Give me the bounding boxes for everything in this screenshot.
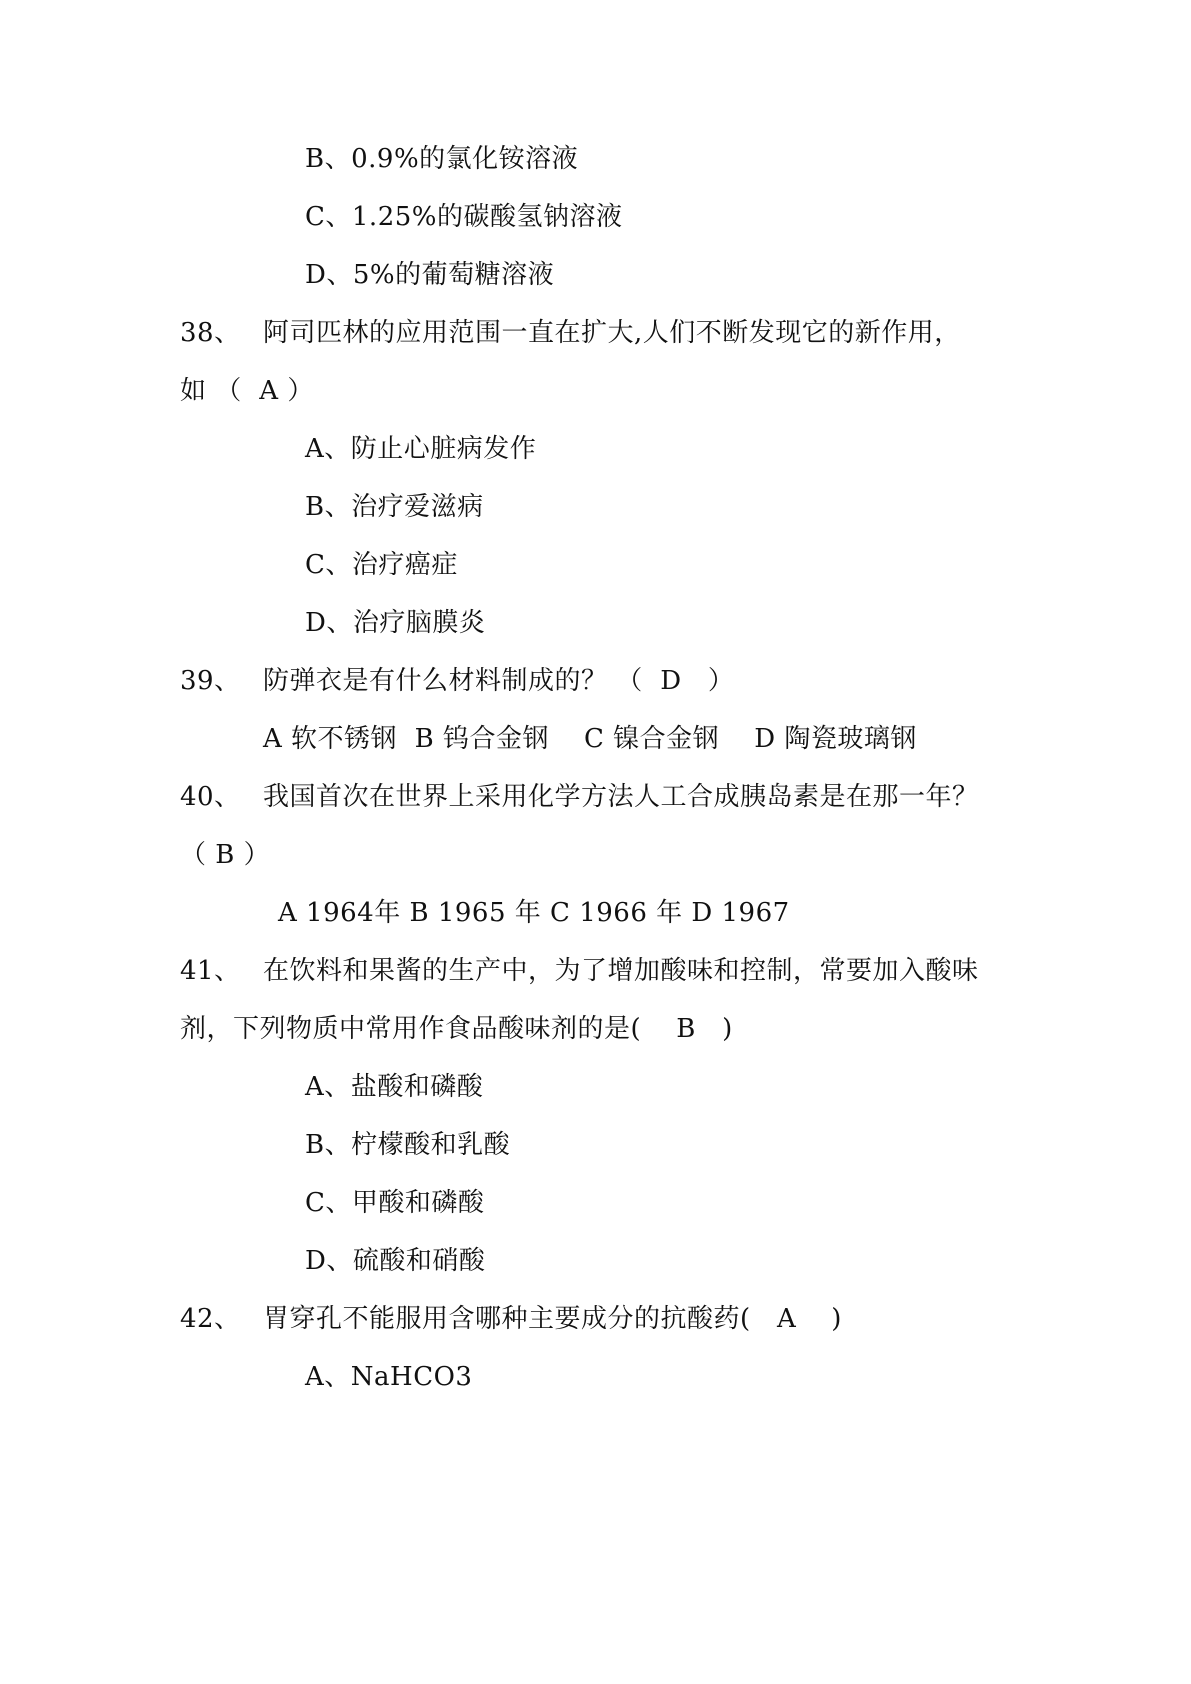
question-41-option-a: A、盐酸和磷酸 [305, 1072, 484, 1102]
question-38-number: 38、 [180, 318, 241, 348]
question-39-options: A 软不锈钢 B 钨合金钢 C 镍合金钢 D 陶瓷玻璃钢 [263, 724, 917, 754]
option-b-ammonium-chloride: B、0.9%的氯化铵溶液 [305, 144, 579, 174]
question-38-option-d: D、治疗脑膜炎 [305, 608, 486, 638]
question-42-text: 胃穿孔不能服用含哪种主要成分的抗酸药( A ) [263, 1304, 842, 1334]
question-41-text: 在饮料和果酱的生产中，为了增加酸味和控制，常要加入酸味 [263, 956, 979, 986]
question-42-number: 42、 [180, 1304, 241, 1334]
question-38-answer: 如 （ A ） [180, 376, 314, 406]
question-38-text: 阿司匹林的应用范围一直在扩大,人们不断发现它的新作用， [263, 318, 961, 348]
question-41-option-d: D、硫酸和硝酸 [305, 1246, 486, 1276]
question-40-number: 40、 [180, 782, 241, 812]
question-41-option-b: B、柠檬酸和乳酸 [305, 1130, 511, 1160]
question-38-option-c: C、治疗癌症 [305, 550, 458, 580]
question-39-text: 防弹衣是有什么材料制成的？ （ D ） [263, 666, 735, 696]
question-41-continuation: 剂，下列物质中常用作食品酸味剂的是( B ) [180, 1014, 733, 1044]
question-38-option-b: B、治疗爱滋病 [305, 492, 484, 522]
question-41-option-c: C、甲酸和磷酸 [305, 1188, 485, 1218]
question-38-option-a: A、防止心脏病发作 [305, 434, 537, 464]
question-40-answer: （ B ） [180, 840, 271, 870]
question-40-options: A 1964年 B 1965 年 C 1966 年 D 1967 [278, 898, 790, 928]
question-41-number: 41、 [180, 956, 241, 986]
option-c-sodium-bicarbonate: C、1.25%的碳酸氢钠溶液 [305, 202, 623, 232]
question-42-option-a: A、NaHCO3 [305, 1362, 473, 1392]
question-39-number: 39、 [180, 666, 241, 696]
option-d-glucose: D、5%的葡萄糖溶液 [305, 260, 555, 290]
question-40-text: 我国首次在世界上采用化学方法人工合成胰岛素是在那一年？ [263, 782, 979, 812]
